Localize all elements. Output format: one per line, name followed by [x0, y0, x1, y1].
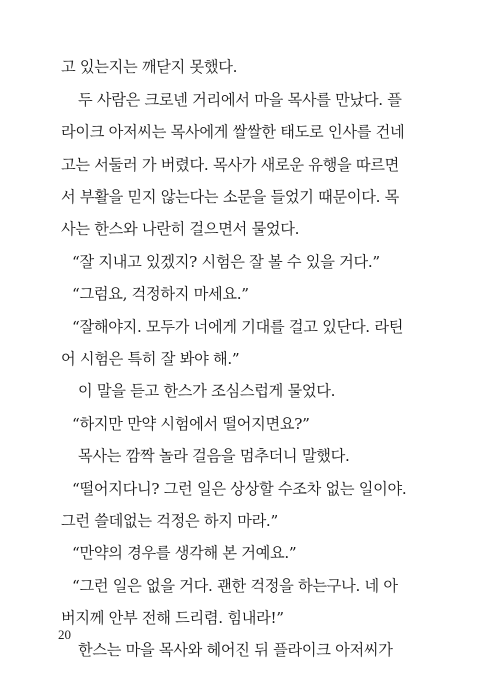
text-line: “그런 일은 없을 거다. 괜한 걱정을 하는구나. 네 아: [72, 577, 398, 595]
text-line: 두 사람은 크로넨 거리에서 마을 목사를 만났다. 플: [78, 91, 402, 109]
text-line: “하지만 만약 시험에서 떨어지면요?”: [72, 415, 310, 433]
text-line: “떨어지다니? 그런 일은 상상할 수조차 없는 일이야.: [72, 480, 407, 498]
text-line: 서 부활을 믿지 않는다는 소문을 들었기 때문이다. 목: [61, 188, 400, 206]
text-line: “만약의 경우를 생각해 본 거예요.”: [72, 544, 297, 562]
text-line: 어 시험은 특히 잘 봐야 해.”: [61, 350, 240, 368]
page-number: 20: [58, 627, 71, 642]
text-line: 목사는 깜짝 놀라 걸음을 멈추더니 말했다.: [78, 447, 350, 465]
text-line: 한스는 마을 목사와 헤어진 뒤 플라이크 아저씨가: [78, 641, 393, 659]
text-line: “잘해야지. 모두가 너에게 기대를 걸고 있단다. 라틴: [72, 318, 404, 336]
text-line: 고는 서둘러 가 버렸다. 목사가 새로운 유행을 따르면: [61, 156, 400, 174]
text-line: 사는 한스와 나란히 걸으면서 물었다.: [61, 220, 300, 238]
text-line: 버지께 안부 전해 드리렴. 힘내라!”: [61, 609, 284, 627]
text-line: 그런 쓸데없는 걱정은 하지 마라.”: [61, 512, 278, 530]
text-line: 이 말을 듣고 한스가 조심스럽게 물었다.: [78, 382, 336, 400]
text-line: 고 있는지는 깨닫지 못했다.: [61, 58, 238, 76]
text-line: 라이크 아저씨는 목사에게 쌀쌀한 태도로 인사를 건네: [61, 123, 405, 141]
text-line: “그럼요, 걱정하지 마세요.”: [72, 285, 249, 303]
text-line: “잘 지내고 있겠지? 시험은 잘 볼 수 있을 거다.”: [72, 253, 380, 271]
